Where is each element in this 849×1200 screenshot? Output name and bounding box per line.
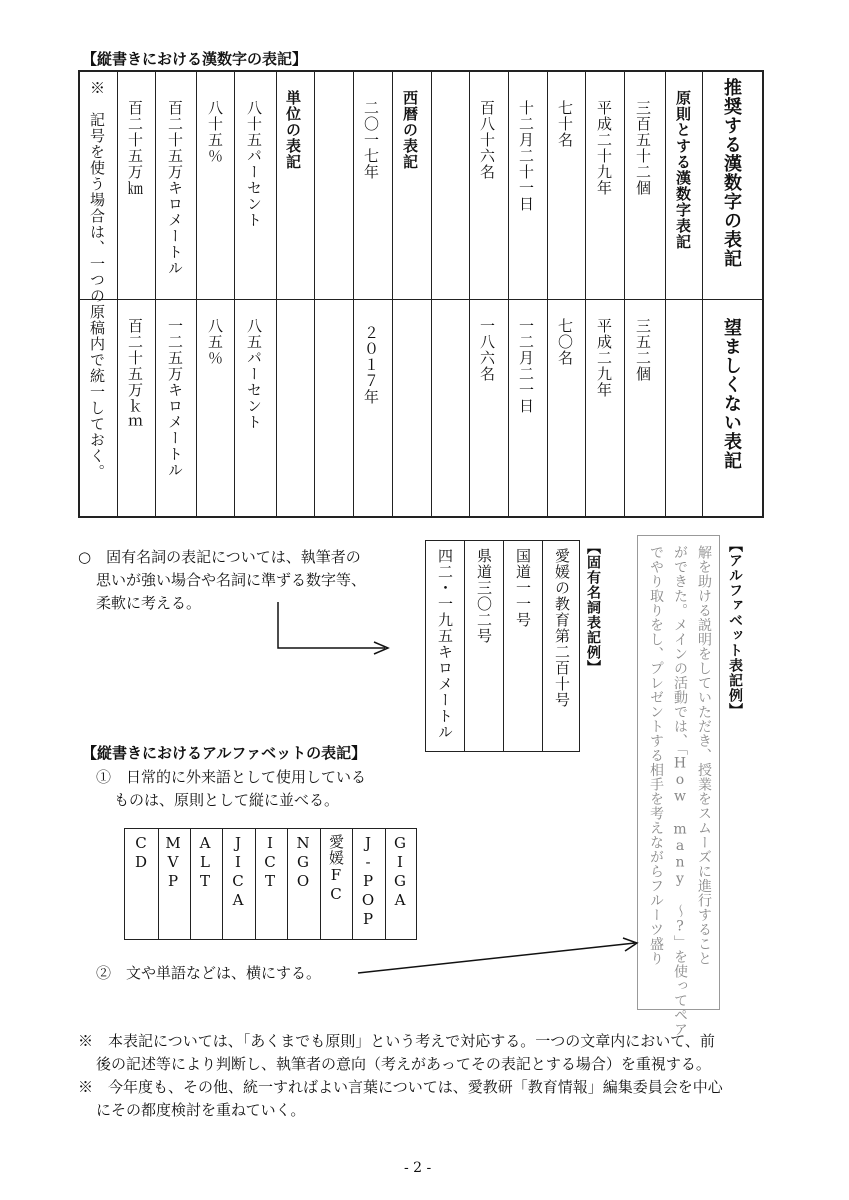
proper-noun-example-2: 国道一一号 xyxy=(514,548,532,628)
alpha-example-line3: でやり取りをし、プレゼントする相手を考えながらフルーツ盛り xyxy=(648,545,664,966)
unit-bad-1: 八五パーセント xyxy=(245,318,263,430)
principle-good-2: 平成二十九年 xyxy=(595,100,613,196)
proper-noun-note-line3: 柔軟に考える。 xyxy=(96,594,202,612)
proper-noun-example-4: 四二・一九五キロメートル xyxy=(436,548,454,740)
proper-noun-title: 【固有名詞表記例】 xyxy=(585,540,601,675)
proper-noun-note-line2: 思いが強い場合や名詞に準ずる数字等、 xyxy=(96,571,367,589)
arrow-to-alpha-example-icon xyxy=(355,935,645,980)
alpha-rule1-line1: ① 日常的に外来語として使用している xyxy=(96,768,367,786)
alpha-word-jpop: J-POP xyxy=(359,834,377,929)
group-principle-label: 原則とする漢数字表記 xyxy=(674,90,692,250)
section-title-alphabet: 【縦書きにおけるアルファベットの表記】 xyxy=(82,744,367,762)
section-title-kanji: 【縦書きにおける漢数字の表記】 xyxy=(82,50,308,68)
principle-good-5: 百八十六名 xyxy=(478,100,496,180)
seireki-good-1: 二〇一七年 xyxy=(362,100,380,180)
alpha-example-line1: 解を助ける説明をしていただき、授業をスムーズに進行すること xyxy=(696,545,712,966)
page-number: - 2 - xyxy=(404,1160,432,1176)
group-seireki-label: 西暦の表記 xyxy=(401,90,419,170)
alpha-word-mvp: MVP xyxy=(164,834,182,891)
alpha-word-ict: ICT xyxy=(261,834,279,891)
footnote-2-line2: にその都度検討を重ねていく。 xyxy=(96,1101,306,1119)
table-note: ※ 記号を使う場合は、一つの原稿内で統一しておく。 xyxy=(88,80,106,480)
principle-good-1: 三百五十二個 xyxy=(634,100,652,196)
principle-bad-3: 七〇名 xyxy=(556,318,574,366)
footnote-2-line1: ※ 今年度も、その他、統一すればよい言葉については、愛教研「教育情報」編集委員会を中心 xyxy=(78,1078,723,1096)
seireki-bad-1: ２０１７年 xyxy=(362,325,380,405)
footnote-1-line1: ※ 本表記については、「あくまでも原則」という考えで対応する。一つの文章内において、前 xyxy=(78,1032,715,1050)
alpha-example-title: 【アルファベット表記例】 xyxy=(727,538,743,718)
alpha-word-alt: ALT xyxy=(196,834,214,891)
alpha-word-ngo: NGO xyxy=(294,834,312,891)
unit-bad-4: 百二十五万ｋｍ xyxy=(126,318,144,430)
arrow-to-proper-noun-icon xyxy=(270,600,400,660)
proper-noun-example-1: 愛媛の教育第二百十号 xyxy=(553,548,571,708)
unit-bad-3: 一二五万キロメートル xyxy=(166,318,184,478)
unit-bad-2: 八五％ xyxy=(206,318,224,366)
unit-good-2: 八十五％ xyxy=(206,100,224,164)
alpha-word-ehime-fc: 愛媛FC xyxy=(327,834,345,904)
header-undesirable: 望ましくない表記 xyxy=(721,318,742,470)
principle-bad-2: 平成二九年 xyxy=(595,318,613,398)
proper-noun-note-line1: ○ 固有名詞の表記については、執筆者の xyxy=(78,548,361,566)
principle-good-4: 十二月二十一日 xyxy=(517,100,535,212)
header-recommended: 推奨する漢数字の表記 xyxy=(721,78,742,268)
footnote-1-line2: 後の記述等により判断し、執筆者の意向（考えがあってその表記とする場合）を重視する。 xyxy=(96,1055,711,1073)
principle-bad-5: 一八六名 xyxy=(478,318,496,382)
group-unit-label: 単位の表記 xyxy=(284,90,302,170)
alpha-rule2: ② 文や単語などは、横にする。 xyxy=(96,964,322,982)
unit-good-1: 八十五パーセント xyxy=(245,100,263,228)
alpha-rule1-line2: ものは、原則として縦に並べる。 xyxy=(114,791,340,809)
unit-good-3: 百二十五万キロメートル xyxy=(166,100,184,276)
principle-bad-1: 三五二個 xyxy=(634,318,652,382)
unit-good-4: 百二十五万㎞ xyxy=(126,100,144,196)
principle-bad-4: 一二月二一日 xyxy=(517,318,535,414)
alpha-word-giga: GIGA xyxy=(391,834,409,910)
alpha-word-jica: JICA xyxy=(229,834,247,910)
alpha-example-line2: ができた。メインの活動では、「How many ～?」を使ってペア xyxy=(672,545,688,1037)
principle-good-3: 七十名 xyxy=(556,100,574,148)
proper-noun-example-3: 県道三〇二号 xyxy=(475,548,493,644)
alpha-word-cd: CD xyxy=(132,834,150,872)
